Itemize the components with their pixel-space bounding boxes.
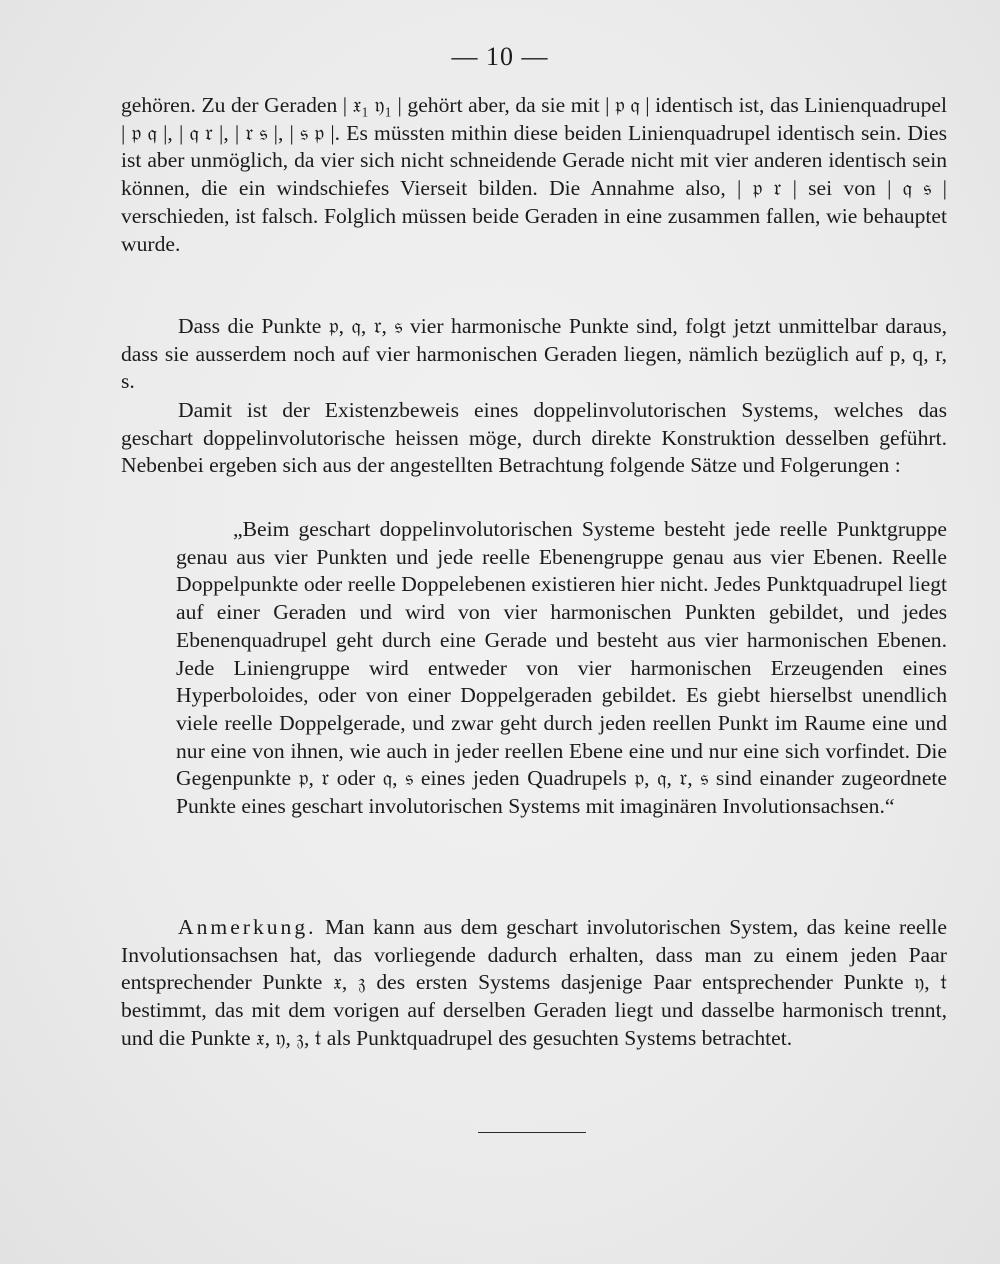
page-number: — 10 — [451,42,549,71]
remark-body: Man kann aus dem geschart involutorischen System, das keine reelle Involutionsachsen hat, das vorliegende dadurch erhalten, dass man zu einem jeden Paar entsprechender Punkte 𝔵, 𝔷 des ersten Systems dasjenige Paar entsprechender Punkte 𝔶, 𝔱 bestimmt, das mit dem vorigen auf derselben Geraden liegt und dasselbe harmonisch trennt, und die Punkte 𝔵, 𝔶, 𝔷, 𝔱 als Punktquadrupel des gesuchten Systems betrachtet. [121,915,947,1050]
paragraph-harmonic-points [121,313,947,396]
remark-text [121,914,947,1053]
quoted-theorem [176,516,947,821]
paragraph-remark [121,914,947,1053]
end-rule [478,1132,586,1133]
paragraph-text: Dass die Punkte 𝔭, 𝔮, 𝔯, 𝔰 vier harmonische Punkte sind, folgt jetzt unmittelbar daraus, dass sie ausserdem noch auf vier harmonischen Geraden liegen, nämlich bezüglich auf p, q, r, s. [121,314,947,394]
paragraph-text: Damit ist der Existenzbeweis eines doppelinvolutorischen Systems, welches das geschart doppelinvolutorische heissen möge, durch direkte Konstruktion desselben geführt. Nebenbei ergeben sich aus der angestellten Betrachtung folgende Sätze und Folgerungen : [121,398,947,478]
paragraph-continuation [121,92,947,258]
paragraph-text: gehören. Zu der Geraden | 𝔵₁ 𝔶₁ | gehört aber, da sie mit | 𝔭 𝔮 | identisch ist, das Linienquadrupel | 𝔭 𝔮 |, | 𝔮 𝔯 |, | 𝔯 𝔰 |, | 𝔰 𝔭 |. Es müssten mithin diese beiden Linienquadrupel identisch sein. Dies ist aber unmöglich, da vier sich nicht schneidende Gerade nicht mit vier anderen identisch sein können, die ein windschiefes Vierseit bilden. Die Annahme also, | 𝔭 𝔯 | sei von | 𝔮 𝔰 | verschieden, ist falsch. Folglich müssen beide Geraden in eine zusammen fallen, wie behauptet wurde. [121,93,947,256]
quote-text: „Beim geschart doppelinvolutorischen Systeme besteht jede reelle Punktgruppe genau aus vier Punkten und jede reelle Ebenengruppe genau aus vier Ebenen. Reelle Doppelpunkte oder reelle Doppelebenen existieren hier nicht. Jedes Punktquadrupel liegt auf einer Geraden und wird von vier harmonischen Punkten gebildet, und jedes Ebenenquadrupel geht durch eine Gerade und besteht aus vier harmonischen Ebenen. Jede Liniengruppe wird entweder von vier harmonischen Erzeugenden eines Hyperboloides, oder von einer Doppelgeraden gebildet. Es giebt hierselbst unendlich viele reelle Doppelgerade, und zwar geht durch jeden reellen Punkt im Raume eine und nur eine von ihnen, wie auch in jeder reellen Ebene eine und nur eine sich vorfindet. Die Gegenpunkte 𝔭, 𝔯 oder 𝔮, 𝔰 eines jeden Quadrupels 𝔭, 𝔮, 𝔯, 𝔰 sind einander zugeordnete Punkte eines geschart involutorischen Systems mit imaginären Involutionsachsen.“ [176,517,947,819]
remark-label: Anmerkung. [178,915,317,939]
paragraph-existence-proof [121,397,947,480]
